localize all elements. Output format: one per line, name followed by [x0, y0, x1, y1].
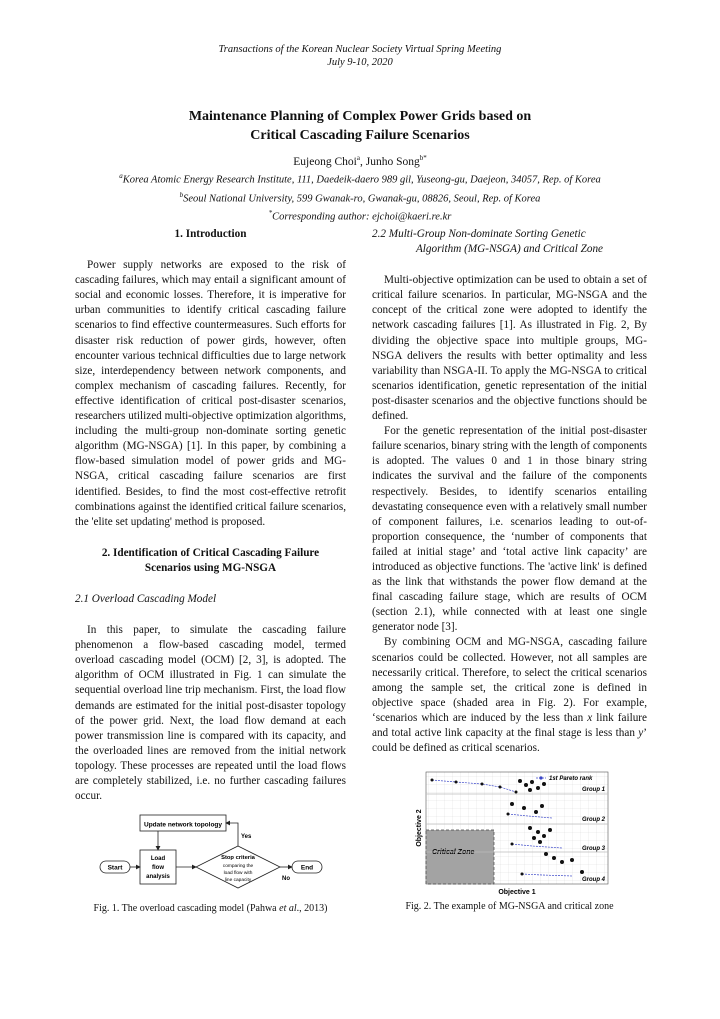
critical-zone-label: Critical Zone [432, 849, 475, 856]
figure-1-caption [75, 903, 346, 914]
point [518, 779, 522, 783]
point [528, 826, 532, 830]
section-2-heading [75, 546, 346, 576]
affiliation-a [0, 169, 720, 188]
paper-title [0, 107, 720, 145]
point [431, 779, 434, 782]
header-line-2: July 9-10, 2020 [327, 57, 393, 68]
load-flow-label-3: analysis [146, 874, 170, 880]
critical-zone-text-a: By combining OCM and MG-NSGA, cascading failure scenarios could be collected. However, not all samples are necessarily critical. Therefore, to select the critical scenarios among the sample set, the critical zone is defined in objective space (shaded area in Fig. 2). For example, ‘scenarios which are induced by the less than [372, 636, 647, 724]
point [570, 858, 574, 862]
point [510, 802, 514, 806]
figure-1-flowchart [96, 812, 336, 898]
figure-1-caption-post: ., 2013) [296, 903, 328, 914]
subsection-2-2-line-2: Algorithm (MG-NSGA) and Critical Zone [415, 243, 604, 256]
figure-1-caption-italic: et al [279, 903, 297, 914]
y-axis-label: Objective 2 [416, 809, 423, 847]
author-2: , Junho Song [359, 155, 420, 168]
update-topology-label: Update network topology [144, 821, 222, 829]
corresponding-sup: * [268, 209, 273, 217]
paragraph-critical-zone [372, 635, 647, 756]
load-flow-label-2: flow [152, 865, 164, 871]
point [560, 860, 564, 864]
point [511, 843, 514, 846]
left-column [75, 227, 346, 804]
point [542, 834, 546, 838]
point [524, 783, 528, 787]
point [580, 870, 584, 874]
figure-2-objective-space [412, 768, 612, 896]
point [548, 828, 552, 832]
legend-label: 1st Pareto rank [549, 776, 593, 782]
arrow-stop-to-update [226, 823, 238, 846]
point [542, 782, 546, 786]
figure-1-caption-pre: Fig. 1. The overload cascading model (Pahwa [93, 903, 280, 914]
load-flow-label-1: Load [150, 856, 166, 862]
author-list [0, 154, 720, 168]
affiliation-b [0, 188, 720, 207]
stop-criteria-line-2: load flow with [223, 871, 253, 876]
point [515, 791, 518, 794]
point [528, 788, 532, 792]
point [534, 810, 538, 814]
legend-marker [539, 776, 542, 779]
point [530, 780, 534, 784]
point [536, 786, 540, 790]
corresponding-text: Corresponding author: ejchoi@kaeri.re.kr [272, 211, 452, 223]
point [481, 783, 484, 786]
subsection-2-1-heading: 2.1 Overload Cascading Model [75, 592, 217, 605]
point [532, 836, 536, 840]
point [521, 873, 524, 876]
group-2-label: Group 2 [581, 817, 605, 823]
conference-header [0, 44, 720, 68]
point [522, 806, 526, 810]
section-2-heading-line-1: 2. Identification of Critical Cascading Failure [101, 546, 320, 559]
figure-2-caption: Fig. 2. The example of MG-NSGA and critical zone [405, 901, 614, 912]
title-line-2: Critical Cascading Failure Scenarios [250, 128, 470, 143]
critical-zone-y: y [638, 727, 644, 739]
point [455, 781, 458, 784]
paragraph-introduction: Power supply networks are exposed to the risk of cascading failures, which may entail a significant amount of social and economic losses. Therefore, it is imperative for urban communities to identify critical cascading failure scenarios to find effective countermeasures. Such efforts for disaster risk reduction of power girds, however, often encounter various technical difficulties due to large network size, interdependency between network components, and complex mechanism of cascading failures. Recently, for effective identification of critical post-disaster scenarios, researchers utilized multi-objective optimization algorithms, including the multi-group non-dominate sorting genetic algorithm (MG-NSGA) [1]. In this paper, by combining a flow-based simulation model of power grids and MG-NSGA, critical cascading failure scenarios are first identified. Besides, to find the most cost-effective retrofit combinations against the identified critical failure scenarios, the 'elite set updating' method is proposed. [75, 259, 346, 528]
subsection-2-2-line-1: 2.2 Multi-Group Non-dominate Sorting Genetic [372, 228, 586, 240]
point [540, 804, 544, 808]
point [536, 830, 540, 834]
affiliation-a-sup: a [119, 172, 123, 180]
point [544, 852, 548, 856]
stop-criteria-line-3: line capacity [224, 878, 252, 883]
subsection-2-2-heading [372, 227, 647, 257]
no-label: No [282, 876, 290, 882]
corresponding-author [0, 206, 720, 225]
critical-zone-text-c: ’ could be defined as critical scenarios. [372, 727, 647, 755]
critical-zone-x: x [587, 711, 593, 724]
paragraph-overload-model: In this paper, to simulate the cascading failure phenomenon a flow-based cascading model, termed overload cascading model (OCM) [2, 3], is adopted. The algorithm of OCM illustrated in Fig. 1 can simulate the sequential overload line trip mechanism. First, the load flow demands are estimated for the initial post-disaster topology of the power grid. Next, the load flow demand at each power transmission line is compared with its capacity, and the overloaded lines are removed from the initial network topology. These processes are repeated until the load flows are completely stabilized, i.e. no further cascading failures occur. [75, 624, 346, 803]
right-column [372, 227, 647, 756]
yes-label: Yes [241, 834, 252, 840]
point [507, 813, 510, 816]
x-axis-label: Objective 1 [498, 889, 536, 896]
group-3-label: Group 3 [581, 846, 605, 852]
group-4-label: Group 4 [581, 877, 605, 883]
point [499, 786, 502, 789]
end-label: End [300, 864, 314, 872]
paragraph-mg-nsga: Multi-objective optimization can be used to obtain a set of critical failure scenarios. In particular, MG-NSGA and the concept of the critical zone were adopted to identify the network cascading failures [1]. As illustrated in Fig. 2, By dividing the objective space into multiple groups, MG-NSGA delivers the results with better optimality and less variability than NSGA-II. To apply the MG-NSGA to critical scenarios identification, genetic representation of the initial post-disaster scenarios and the objective functions should be defined. [372, 274, 647, 423]
stop-criteria-title: Stop criteria [221, 855, 255, 861]
section-1-heading: 1. Introduction [174, 228, 247, 240]
affiliation-b-text: Seoul National University, 599 Gwanak-ro, Gwanak-gu, 08826, Seoul, Rep. of Korea [183, 193, 541, 204]
author-2-sup: b* [419, 154, 427, 162]
paragraph-genetic-representation: For the genetic representation of the initial post-disaster failure scenarios, binary string with the length of components is adopted. The values 0 and 1 in those binary string indicates the survival and the failure of the components respectively. Besides, to identify scenarios entailing devastating consequence even with a relatively small number of component failures, i.e. scenarios leading to out-of-proportion consequence, the ‘number of components that failed at initial stage’ and ‘total active link capacity’ are introduced as objective functions. The 'active link' is defined as the link that withstands the power flow demand at the final cascading failure stage, which are results of OCM (section 2.1), while connected with at least one single generator node [3]. [372, 425, 647, 634]
stop-criteria-line-1: comparing the [222, 864, 254, 869]
group-1-label: Group 1 [581, 787, 605, 793]
title-line-1: Maintenance Planning of Complex Power Grids based on [188, 109, 532, 124]
section-2-heading-line-2: Scenarios using MG-NSGA [144, 561, 277, 574]
point [538, 840, 542, 844]
author-1-sup: a [356, 154, 360, 162]
author-1: Eujeong Choi [293, 155, 357, 168]
affiliation-a-text: Korea Atomic Energy Research Institute, 111, Daedeik-daero 989 gil, Yuseong-gu, Daejeon, 34057, Rep. of Korea [122, 174, 601, 186]
critical-zone-region [426, 830, 494, 884]
affiliation-b-sup: b [179, 190, 184, 199]
affiliations [0, 169, 720, 225]
point [552, 856, 556, 860]
critical-zone-text-b: link failure and total active link capacity at the final stage is less than [372, 711, 647, 739]
start-label: Start [107, 864, 123, 872]
header-line-1: Transactions of the Korean Nuclear Society Virtual Spring Meeting [218, 44, 502, 55]
